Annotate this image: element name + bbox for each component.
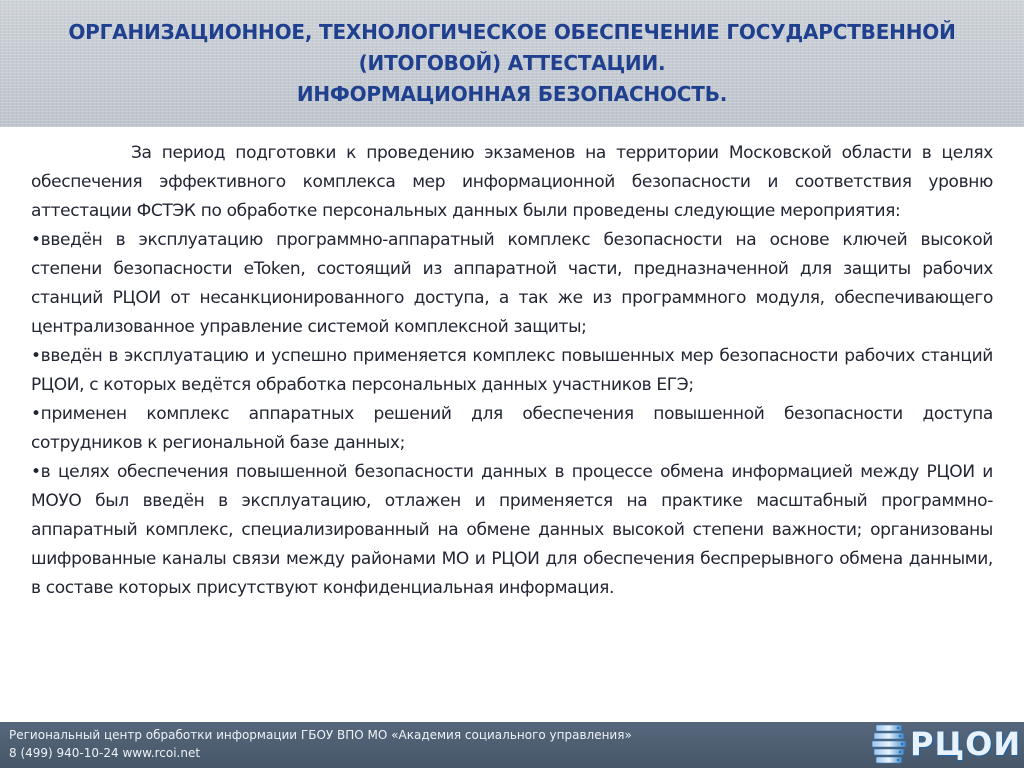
- slide-header: [0, 0, 1024, 127]
- footer-info: [9, 726, 632, 762]
- bullet-item-database-access: •применен комплекс аппаратных решений для обеспечения повышенной безопасности доступа сотрудников к региональной базе данных;: [31, 404, 993, 453]
- footer-organization: Региональный центр обработки информации ГБОУ ВПО МО «Академия социального управления»: [9, 728, 632, 742]
- bullet-item-etoken: •введён в эксплуатацию программно-аппаратный комплекс безопасности на основе ключей высокой степени безопасности eToken, состоящий из аппаратной части, предназначенной для защиты рабочих станций РЦОИ от несанкционированного доступа, а так же из программного модуля, обеспечивающего централизованное управление системой комплексной защиты;: [31, 230, 993, 337]
- slide-title-line-1: ОРГАНИЗАЦИОННОЕ, ТЕХНОЛОГИЧЕСКОЕ ОБЕСПЕЧЕНИЕ ГОСУДАРСТВЕННОЙ: [68, 20, 956, 44]
- slide-body: [31, 139, 993, 699]
- rcoi-logo: [868, 722, 1024, 768]
- footer-contact: 8 (499) 940-10-24 www.rcoi.net: [9, 746, 201, 760]
- server-stack-icon: [868, 722, 912, 768]
- bullet-item-data-exchange: •в целях обеспечения повышенной безопасности данных в процессе обмена информацией между РЦОИ и МОУО был введён в эксплуатацию, отлажен и применяется на практике масштабный программно-аппаратный комплекс, специализированный на обмене данных высокой степени важности; организованы шифрованные каналы связи между районами МО и РЦОИ для обеспечения беспрерывного обмена данными, в составе которых присутствуют конфиденциальная информация.: [31, 462, 993, 598]
- slide-title-line-2: (ИТОГОВОЙ) АТТЕСТАЦИИ.: [358, 51, 666, 75]
- logo-text: РЦОИ: [910, 725, 1022, 763]
- slide-footer: [0, 722, 1024, 768]
- slide-title-line-3: ИНФОРМАЦИОННАЯ БЕЗОПАСНОСТЬ.: [296, 82, 728, 106]
- intro-paragraph: За период подготовки к проведению экзаменов на территории Московской области в целях обеспечения эффективного комплекса мер информационной безопасности и соответствия уровню аттестации ФСТЭК по обработке персональных данных были проведены следующие мероприятия:: [31, 143, 993, 221]
- bullet-item-workstations: •введён в эксплуатацию и успешно применяется комплекс повышенных мер безопасности рабочих станций РЦОИ, с которых ведётся обработка персональных данных участников ЕГЭ;: [31, 346, 993, 395]
